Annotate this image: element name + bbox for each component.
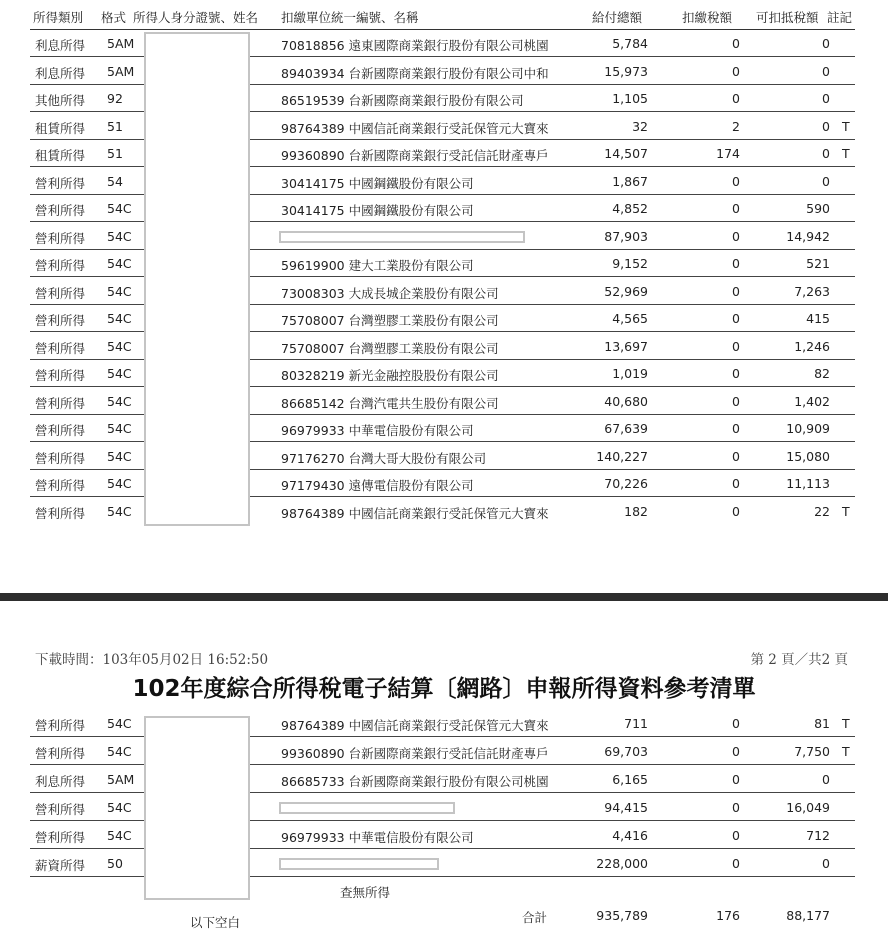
gross-amount: 32 <box>632 118 648 134</box>
payer-name: 98764389 中國信託商業銀行受託保管元大寶來 <box>281 120 549 136</box>
table-row <box>0 58 888 84</box>
creditable-tax: 712 <box>806 828 830 843</box>
creditable-tax: 0 <box>822 36 830 51</box>
table-row <box>0 113 888 139</box>
payer-name: 86685142 台灣汽電共生股份有限公司 <box>281 395 499 411</box>
format-code: 54C <box>107 228 132 244</box>
table-row <box>0 85 888 111</box>
format-code: 5AM <box>107 772 135 787</box>
creditable-tax: 82 <box>814 366 830 381</box>
withheld-tax: 0 <box>732 283 740 299</box>
income-category: 營利所得 <box>35 175 86 191</box>
creditable-tax: 0 <box>822 91 830 106</box>
income-category: 營利所得 <box>35 285 86 301</box>
payer-name: 99360890 台新國際商業銀行受託信託財產專戶 <box>281 746 549 761</box>
header-format: 格式 <box>101 10 127 25</box>
header-payer: 扣繳單位統一編號、名稱 <box>281 10 419 25</box>
page-indicator: 第 2 頁／共2 頁 <box>750 652 848 668</box>
income-category: 利息所得 <box>35 65 86 81</box>
format-code: 51 <box>107 118 123 134</box>
payer-name: 30414175 中國鋼鐵股份有限公司 <box>281 203 474 218</box>
gross-amount: 4,565 <box>612 311 648 326</box>
gross-amount: 52,969 <box>604 283 648 299</box>
gross-amount: 15,973 <box>604 63 648 79</box>
income-category: 租賃所得 <box>35 120 86 136</box>
gross-amount: 1,019 <box>612 366 648 381</box>
withheld-tax: 0 <box>732 503 740 519</box>
note-mark: T <box>842 716 850 731</box>
withheld-tax: 0 <box>732 800 740 815</box>
withheld-tax: 0 <box>732 421 740 436</box>
note-mark: T <box>842 118 850 134</box>
withheld-tax: 0 <box>732 716 740 731</box>
format-code: 54C <box>107 448 132 464</box>
payer-name: 59619900 建大工業股份有限公司 <box>281 258 474 273</box>
creditable-tax: 1,246 <box>794 338 830 354</box>
income-category: 營利所得 <box>35 450 86 466</box>
table-row <box>0 360 888 386</box>
gross-amount: 228,000 <box>596 856 648 871</box>
withheld-tax: 0 <box>732 448 740 464</box>
table-row <box>0 30 888 56</box>
download-time: 下載時間：103年05月02日 16:52:50 <box>35 652 269 668</box>
withheld-tax: 0 <box>732 476 740 491</box>
table-row <box>0 168 888 194</box>
payer-name: 96979933 中華電信股份有限公司 <box>281 830 474 845</box>
withheld-tax: 174 <box>716 146 740 161</box>
income-category: 營利所得 <box>35 395 86 411</box>
payer-name: 89403934 台新國際商業銀行股份有限公司中和 <box>281 65 549 81</box>
creditable-tax: 521 <box>806 256 830 271</box>
format-code: 54C <box>107 421 132 436</box>
withheld-tax: 0 <box>732 63 740 79</box>
redacted-earner-id <box>144 716 250 900</box>
format-code: 54C <box>107 744 132 759</box>
payer-name: 75708007 台灣塑膠工業股份有限公司 <box>281 313 499 328</box>
gross-amount: 711 <box>624 716 648 731</box>
withheld-tax: 0 <box>732 256 740 271</box>
note-mark: T <box>842 744 850 759</box>
gross-amount: 94,415 <box>604 800 648 815</box>
note-mark: T <box>842 503 850 519</box>
table-row <box>0 195 888 221</box>
withheld-tax: 0 <box>732 228 740 244</box>
creditable-tax: 0 <box>822 63 830 79</box>
header-earner: 所得人身分證號、姓名 <box>133 10 259 25</box>
gross-amount: 1,867 <box>612 173 648 189</box>
note-mark: T <box>842 146 850 161</box>
table-row <box>0 278 888 304</box>
table-row <box>0 388 888 414</box>
payer-name: 86685733 台新國際商業銀行股份有限公司桃園 <box>281 774 549 789</box>
payer-name: 96979933 中華電信股份有限公司 <box>281 423 474 438</box>
format-code: 54C <box>107 283 132 299</box>
income-category: 營利所得 <box>35 340 86 356</box>
withheld-tax: 0 <box>732 828 740 843</box>
income-category: 營利所得 <box>35 203 86 218</box>
format-code: 54C <box>107 201 132 216</box>
gross-amount: 70,226 <box>604 476 648 491</box>
withheld-tax: 0 <box>732 173 740 189</box>
page-divider <box>0 593 888 601</box>
blank-below-note: 以下空白 <box>190 915 241 930</box>
income-category: 營利所得 <box>35 313 86 328</box>
withheld-tax: 0 <box>732 338 740 354</box>
payer-name: 86519539 台新國際商業銀行股份有限公司 <box>281 93 524 108</box>
table-row <box>0 140 888 166</box>
withheld-tax: 0 <box>732 744 740 759</box>
format-code: 54C <box>107 366 132 381</box>
income-category: 營利所得 <box>35 258 86 273</box>
gross-amount: 40,680 <box>604 393 648 409</box>
creditable-tax: 81 <box>814 716 830 731</box>
format-code: 54C <box>107 338 132 354</box>
income-category: 利息所得 <box>35 38 86 53</box>
gross-amount: 4,416 <box>612 828 648 843</box>
creditable-tax: 10,909 <box>786 421 830 436</box>
withheld-tax: 0 <box>732 311 740 326</box>
creditable-tax: 0 <box>822 856 830 871</box>
creditable-tax: 14,942 <box>786 228 830 244</box>
income-category: 薪資所得 <box>35 858 86 873</box>
table-row <box>0 223 888 249</box>
format-code: 54 <box>107 173 123 189</box>
table-row <box>0 415 888 441</box>
withheld-tax: 0 <box>732 856 740 871</box>
withheld-tax: 0 <box>732 91 740 106</box>
table-row <box>0 766 888 792</box>
format-code: 50 <box>107 856 123 871</box>
gross-amount: 87,903 <box>604 228 648 244</box>
gross-amount: 6,165 <box>612 772 648 787</box>
income-category: 營利所得 <box>35 423 86 438</box>
creditable-tax: 16,049 <box>786 800 830 815</box>
income-category: 營利所得 <box>35 368 86 383</box>
format-code: 54C <box>107 716 132 731</box>
gross-amount: 1,105 <box>612 91 648 106</box>
table-row <box>0 850 888 876</box>
gross-amount: 13,697 <box>604 338 648 354</box>
header-gross: 給付總額 <box>592 10 643 25</box>
gross-amount: 9,152 <box>612 256 648 271</box>
format-code: 54C <box>107 311 132 326</box>
creditable-tax: 415 <box>806 311 830 326</box>
document-title: 102年度綜合所得稅電子結算〔網路〕申報所得資料參考清單 <box>132 676 756 702</box>
payer-name: 97176270 台灣大哥大股份有限公司 <box>281 450 487 466</box>
table-row <box>0 710 888 736</box>
format-code: 92 <box>107 91 123 106</box>
header-creditable: 可扣抵稅額 <box>756 10 819 25</box>
format-code: 51 <box>107 146 123 161</box>
payer-name: 30414175 中國鋼鐵股份有限公司 <box>281 175 474 191</box>
gross-amount: 69,703 <box>604 744 648 759</box>
table-row <box>0 250 888 276</box>
income-category: 營利所得 <box>35 478 86 493</box>
gross-amount: 14,507 <box>604 146 648 161</box>
creditable-tax: 1,402 <box>794 393 830 409</box>
income-category: 營利所得 <box>35 230 86 246</box>
withheld-tax: 0 <box>732 393 740 409</box>
header-note: 註記 <box>827 10 853 25</box>
payer-name: 75708007 台灣塑膠工業股份有限公司 <box>281 340 499 356</box>
income-category: 營利所得 <box>35 718 86 733</box>
creditable-tax: 0 <box>822 173 830 189</box>
income-category: 營利所得 <box>35 746 86 761</box>
table-row <box>0 822 888 848</box>
payer-name: 99360890 台新國際商業銀行受託信託財產專戶 <box>281 148 549 163</box>
table-row <box>0 443 888 469</box>
payer-name: 70818856 遠東國際商業銀行股份有限公司桃園 <box>281 38 549 53</box>
format-code: 54C <box>107 800 132 815</box>
gross-amount: 182 <box>624 503 648 519</box>
withheld-tax: 0 <box>732 201 740 216</box>
format-code: 54C <box>107 393 132 409</box>
table-row <box>0 794 888 820</box>
creditable-tax: 0 <box>822 772 830 787</box>
creditable-tax: 7,750 <box>794 744 830 759</box>
format-code: 54C <box>107 828 132 843</box>
redacted-payer <box>279 231 525 243</box>
format-code: 54C <box>107 256 132 271</box>
gross-amount: 4,852 <box>612 201 648 216</box>
creditable-tax: 15,080 <box>786 448 830 464</box>
withheld-tax: 2 <box>732 118 740 134</box>
payer-name: 80328219 新光金融控股股份有限公司 <box>281 368 499 383</box>
payer-name: 73008303 大成長城企業股份有限公司 <box>281 285 499 301</box>
payer-name: 98764389 中國信託商業銀行受託保管元大寶來 <box>281 718 549 733</box>
creditable-tax: 7,263 <box>794 283 830 299</box>
table-row <box>0 738 888 764</box>
total-label: 合計 <box>522 910 548 925</box>
total-creditable: 88,177 <box>786 908 830 923</box>
table-row <box>0 305 888 331</box>
income-category: 租賃所得 <box>35 148 86 163</box>
format-code: 5AM <box>107 36 135 51</box>
creditable-tax: 22 <box>814 503 830 519</box>
no-income-note: 查無所得 <box>340 885 391 900</box>
creditable-tax: 590 <box>806 201 830 216</box>
gross-amount: 5,784 <box>612 36 648 51</box>
withheld-tax: 0 <box>732 36 740 51</box>
withheld-tax: 0 <box>732 772 740 787</box>
income-category: 營利所得 <box>35 802 86 817</box>
header-category: 所得類別 <box>33 10 84 25</box>
payer-name: 97179430 遠傳電信股份有限公司 <box>281 478 474 493</box>
income-category: 營利所得 <box>35 830 86 845</box>
gross-amount: 140,227 <box>596 448 648 464</box>
creditable-tax: 0 <box>822 146 830 161</box>
redacted-payer <box>279 858 439 870</box>
table-row <box>0 333 888 359</box>
format-code: 54C <box>107 476 132 491</box>
income-category: 營利所得 <box>35 505 86 521</box>
payer-name: 98764389 中國信託商業銀行受託保管元大寶來 <box>281 505 549 521</box>
creditable-tax: 0 <box>822 118 830 134</box>
creditable-tax: 11,113 <box>786 476 830 491</box>
header-withheld: 扣繳稅額 <box>682 10 733 25</box>
gross-amount: 67,639 <box>604 421 648 436</box>
format-code: 54C <box>107 503 132 519</box>
table-row <box>0 498 888 524</box>
format-code: 5AM <box>107 63 135 79</box>
withheld-tax: 0 <box>732 366 740 381</box>
total-withheld: 176 <box>716 908 740 923</box>
table-row <box>0 470 888 496</box>
redacted-earner-id <box>144 32 250 526</box>
income-category: 利息所得 <box>35 774 86 789</box>
income-category: 其他所得 <box>35 93 86 108</box>
total-gross: 935,789 <box>596 908 648 923</box>
redacted-payer <box>279 802 455 814</box>
